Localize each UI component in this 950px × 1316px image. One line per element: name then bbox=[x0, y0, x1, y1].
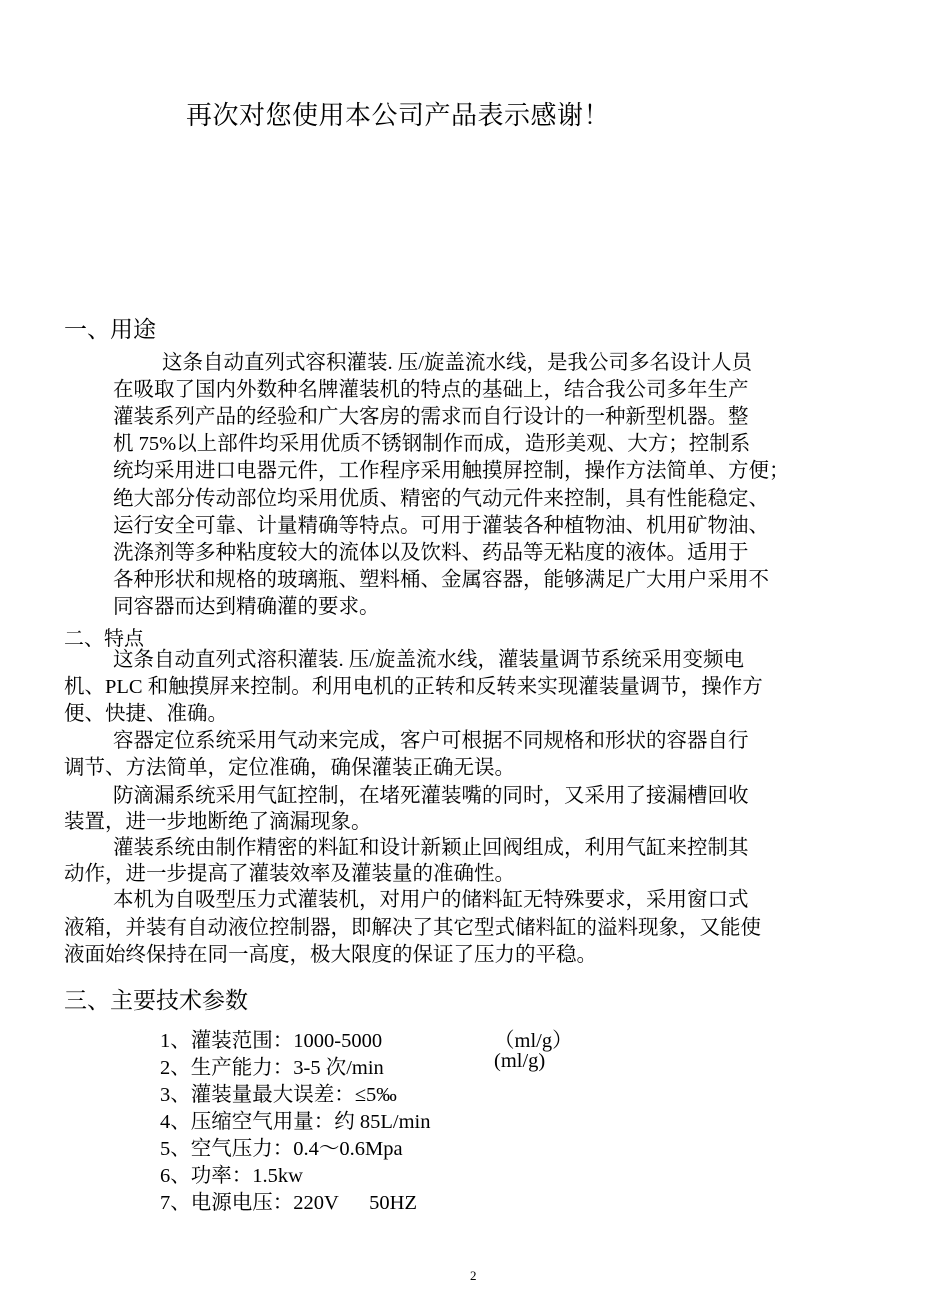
paragraph-line: 这条自动直列式溶积灌装. 压/旋盖流水线，灌装量调节系统采用变频电 bbox=[113, 649, 744, 671]
paragraph-line: 液面始终保持在同一高度，极大限度的保证了压力的平稳。 bbox=[64, 944, 597, 966]
spec-item: 1、灌装范围：1000-5000 bbox=[160, 1030, 383, 1052]
paragraph-line: 机、PLC 和触摸屏来控制。利用电机的正转和反转来实现灌装量调节，操作方 bbox=[64, 676, 763, 698]
paragraph-line: 各种形状和规格的玻璃瓶、塑料桶、金属容器，能够满足广大用户采用不 bbox=[113, 569, 769, 591]
spec-item: 4、压缩空气用量：约 85L/min bbox=[160, 1111, 431, 1133]
spec-item: 6、功率：1.5kw bbox=[160, 1165, 303, 1187]
paragraph-line: 本机为自吸型压力式灌装机，对用户的储料缸无特殊要求，采用窗口式 bbox=[113, 889, 749, 911]
spec-item: 3、灌装量最大误差：≤5‰ bbox=[160, 1084, 397, 1106]
paragraph-line: 灌装系列产品的经验和广大客房的需求而自行设计的一种新型机器。整 bbox=[113, 406, 749, 428]
spec-item: 2、生产能力：3-5 次/min bbox=[160, 1057, 384, 1079]
paragraph-line: 同容器而达到精确灌的要求。 bbox=[113, 596, 380, 618]
paragraph-line: 机 75%以上部件均采用优质不锈钢制作而成，造形美观、大方；控制系 bbox=[113, 433, 751, 455]
section-heading-specs: 三、主要技术参数 bbox=[64, 988, 248, 1014]
paragraph-line: 液箱，并装有自动液位控制器，即解决了其它型式储料缸的溢料现象，又能使 bbox=[64, 917, 761, 939]
paragraph-line: 便、快捷、准确。 bbox=[64, 703, 228, 725]
paragraph-line: 洗涤剂等多种粘度较大的流体以及饮料、药品等无粘度的液体。适用于 bbox=[113, 542, 749, 564]
spec-item: 7、电源电压：220V 50HZ bbox=[160, 1192, 418, 1214]
section-heading-features: 二、特点 bbox=[64, 626, 144, 650]
spec-unit: （ml/g） bbox=[494, 1030, 573, 1052]
paragraph-line: 运行安全可靠、计量精确等特点。可用于灌装各种植物油、机用矿物油、 bbox=[113, 515, 769, 537]
paragraph-line: 装置，进一步地断绝了滴漏现象。 bbox=[64, 811, 372, 833]
page-number: 2 bbox=[470, 1268, 477, 1283]
paragraph-line: 统均采用进口电器元件，工作程序采用触摸屏控制，操作方法简单、方便； bbox=[113, 460, 790, 482]
paragraph-line: 动作，进一步提高了灌装效率及灌装量的准确性。 bbox=[64, 863, 515, 885]
paragraph-line: 绝大部分传动部位均采用优质、精密的气动元件来控制，具有性能稳定、 bbox=[113, 488, 769, 510]
spec-unit: (ml/g) bbox=[494, 1050, 546, 1072]
paragraph-line: 这条自动直列式容积灌装. 压/旋盖流水线，是我公司多名设计人员 bbox=[162, 352, 752, 374]
paragraph-line: 防滴漏系统采用气缸控制，在堵死灌装嘴的同时，又采用了接漏槽回收 bbox=[113, 785, 749, 807]
thanks-title: 再次对您使用本公司产品表示感谢！ bbox=[186, 101, 611, 131]
paragraph-line: 调节、方法简单，定位准确，确保灌装正确无误。 bbox=[64, 757, 515, 779]
paragraph-line: 在吸取了国内外数种名牌灌装机的特点的基础上，结合我公司多年生产 bbox=[113, 379, 749, 401]
paragraph-line: 容器定位系统采用气动来完成，客户可根据不同规格和形状的容器自行 bbox=[113, 730, 749, 752]
paragraph-line: 灌装系统由制作精密的料缸和设计新颖止回阀组成，利用气缸来控制其 bbox=[113, 837, 749, 859]
spec-item: 5、空气压力：0.4～0.6Mpa bbox=[160, 1138, 403, 1160]
section-heading-usage: 一、用途 bbox=[64, 317, 156, 343]
